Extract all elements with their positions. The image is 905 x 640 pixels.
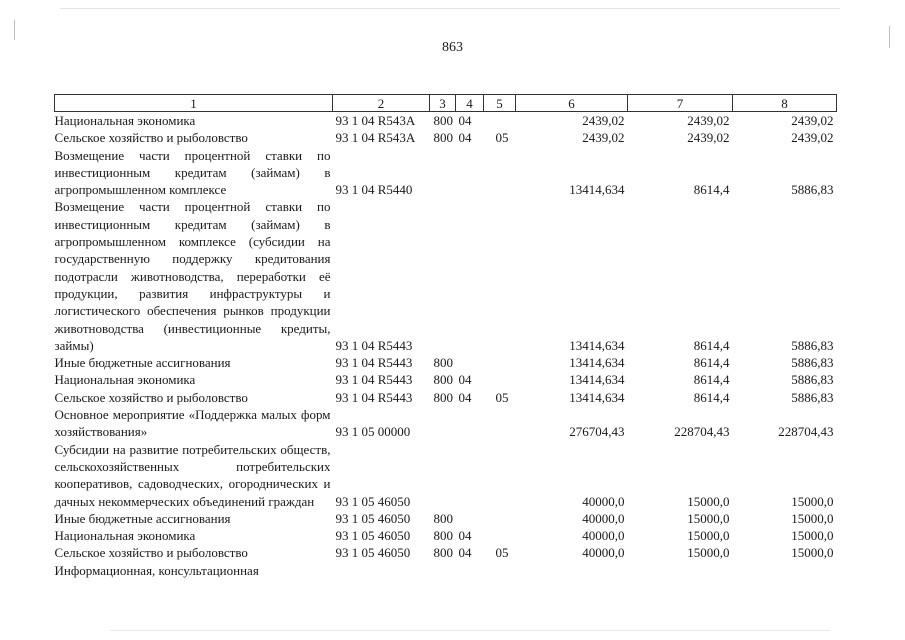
row-code: 93 1 04 R5440: [335, 182, 413, 198]
row-value-8: 5886,83: [791, 389, 834, 405]
row-value-7: 15000,0: [687, 510, 730, 526]
row-section: 04: [458, 372, 472, 388]
row-vr: [430, 198, 456, 354]
header-col-1: 1: [55, 95, 333, 112]
row-subsection: [484, 112, 516, 130]
header-col-3: 3: [430, 95, 456, 112]
row-section: [456, 406, 484, 441]
row-value-6: 40000,0: [582, 510, 625, 526]
row-subsection: 05: [495, 545, 509, 561]
row-value-7: [628, 562, 733, 579]
row-value-6: 2439,02: [582, 113, 625, 128]
row-value-7: 228704,43: [674, 424, 730, 440]
row-subsection: [484, 510, 516, 527]
row-value-8: 5886,83: [791, 182, 834, 198]
row-value-6: 276704,43: [569, 424, 625, 440]
row-value-8: 5886,83: [791, 337, 834, 353]
row-subsection: [484, 406, 516, 441]
row-value-8: 15000,0: [791, 528, 834, 544]
header-col-6: 6: [516, 95, 628, 112]
row-code: 93 1 05 46050: [335, 493, 411, 509]
row-subsection: [484, 147, 516, 199]
row-value-6: 2439,02: [582, 130, 625, 146]
row-code: 93 1 04 R543A: [335, 130, 416, 146]
scan-artifact-bottom: [110, 630, 830, 631]
row-subsection: 05: [495, 130, 509, 146]
row-section: 04: [458, 528, 472, 544]
row-section: [456, 510, 484, 527]
table-row: [55, 389, 837, 406]
row-section: [456, 354, 484, 371]
row-value-7: 2439,02: [687, 113, 730, 128]
row-section: [456, 198, 484, 354]
row-value-8: 228704,43: [778, 424, 834, 440]
row-value-8: [733, 562, 837, 579]
row-code: [333, 562, 430, 579]
row-subsection: 05: [495, 389, 509, 405]
table-row: [55, 510, 837, 527]
row-value-6: 13414,634: [569, 182, 625, 198]
row-vr: 800: [433, 130, 453, 146]
row-name: Национальная экономика: [54, 113, 196, 128]
row-code: 93 1 05 46050: [335, 545, 411, 561]
table-row: [55, 129, 837, 146]
row-vr: [430, 441, 456, 510]
row-value-8: 15000,0: [791, 545, 834, 561]
header-col-2: 2: [333, 95, 430, 112]
row-subsection: [484, 562, 516, 579]
row-name: Сельское хозяйство и рыболовство: [54, 545, 248, 561]
row-section: 04: [458, 130, 472, 146]
row-value-8: 2439,02: [791, 130, 834, 146]
budget-table: [54, 94, 837, 579]
row-code: 93 1 04 R5443: [335, 355, 413, 371]
row-value-7: 8614,4: [693, 182, 730, 198]
header-col-7: 7: [628, 95, 733, 112]
row-name: Основное мероприятие «Поддержка малых форм хозяйствования»: [54, 407, 331, 440]
row-vr: [430, 406, 456, 441]
scan-artifact-left: [14, 20, 15, 40]
row-vr: 800: [433, 372, 453, 388]
table-row: [55, 198, 837, 354]
row-value-7: 8614,4: [693, 337, 730, 353]
row-subsection: [484, 198, 516, 354]
row-value-8: 2439,02: [791, 113, 834, 128]
table-row: [55, 371, 837, 388]
row-value-7: 8614,4: [693, 372, 730, 388]
table-row: [55, 147, 837, 199]
row-value-8: 5886,83: [791, 355, 834, 371]
row-vr: 800: [433, 389, 453, 405]
table-row: [55, 562, 837, 579]
row-value-7: 15000,0: [687, 493, 730, 509]
row-value-7: 8614,4: [693, 355, 730, 371]
header-col-4: 4: [456, 95, 484, 112]
row-vr: [430, 147, 456, 199]
row-value-6: 40000,0: [582, 528, 625, 544]
row-name: Национальная экономика: [54, 528, 196, 544]
row-value-6: [516, 562, 628, 579]
row-value-6: 13414,634: [569, 372, 625, 388]
table-row: [55, 112, 837, 130]
table-row: [55, 441, 837, 510]
row-name: Возмещение части процентной ставки по инвестиционным кредитам (займам) в агропромышленном комплексе: [54, 147, 331, 198]
row-value-7: 15000,0: [687, 528, 730, 544]
row-vr: 800: [433, 528, 453, 544]
row-section: [456, 147, 484, 199]
row-section: 04: [458, 545, 472, 561]
row-value-6: 40000,0: [582, 493, 625, 509]
row-value-6: 13414,634: [569, 389, 625, 405]
row-subsection: [484, 354, 516, 371]
row-value-7: 2439,02: [687, 130, 730, 146]
row-name: Возмещение части процентной ставки по инвестиционным кредитам (займам) в агропромышленном комплексе (субсидии на государственную поддержку кредитования подотрасли животноводства, переработки её продукции, развития инфраструктуры и логистического обеспечения рынков продукции животноводства (инвестиционные кредиты, займы): [54, 199, 331, 353]
table-body: [55, 112, 837, 580]
header-row: [55, 95, 837, 112]
row-code: 93 1 04 R543A: [335, 113, 416, 128]
table-row: [55, 354, 837, 371]
header-col-8: 8: [733, 95, 837, 112]
row-code: 93 1 04 R5443: [335, 389, 413, 405]
row-name: Национальная экономика: [54, 372, 196, 388]
row-subsection: [484, 371, 516, 388]
row-name: Сельское хозяйство и рыболовство: [54, 389, 248, 405]
row-value-7: 15000,0: [687, 545, 730, 561]
row-name: Информационная, консультационная: [54, 562, 259, 578]
row-name: Субсидии на развитие потребительских обществ, сельскохозяйственных потребительских кооперативов, садоводческих, огороднических и дачных некоммерческих объединений граждан: [54, 441, 331, 509]
row-value-6: 40000,0: [582, 545, 625, 561]
row-vr: 800: [433, 113, 453, 128]
row-section: 04: [458, 389, 472, 405]
row-code: 93 1 05 46050: [335, 528, 411, 544]
table-header: [55, 95, 837, 112]
row-name: Иные бюджетные ассигнования: [54, 355, 231, 371]
row-name: Сельское хозяйство и рыболовство: [54, 130, 248, 146]
table-row: [55, 527, 837, 544]
row-name: Иные бюджетные ассигнования: [54, 510, 231, 526]
row-code: 93 1 05 46050: [335, 510, 411, 526]
row-section: [456, 441, 484, 510]
row-code: 93 1 04 R5443: [335, 372, 413, 388]
row-value-7: 8614,4: [693, 389, 730, 405]
table-row: [55, 406, 837, 441]
row-section: 04: [458, 113, 472, 128]
page-number: 863: [442, 40, 463, 55]
row-vr: [430, 562, 456, 579]
row-value-8: 15000,0: [791, 510, 834, 526]
row-value-8: 5886,83: [791, 372, 834, 388]
row-vr: 800: [433, 545, 453, 561]
row-subsection: [484, 441, 516, 510]
scan-artifact-top: [60, 8, 840, 9]
row-code: 93 1 05 00000: [335, 424, 411, 440]
header-col-5: 5: [484, 95, 516, 112]
row-value-8: 15000,0: [791, 493, 834, 509]
table-row: [55, 544, 837, 561]
row-value-6: 13414,634: [569, 355, 625, 371]
row-value-6: 13414,634: [569, 337, 625, 353]
row-section: [456, 562, 484, 579]
row-subsection: [484, 527, 516, 544]
row-vr: 800: [433, 355, 453, 371]
row-code: 93 1 04 R5443: [335, 337, 413, 353]
row-vr: 800: [433, 510, 453, 526]
